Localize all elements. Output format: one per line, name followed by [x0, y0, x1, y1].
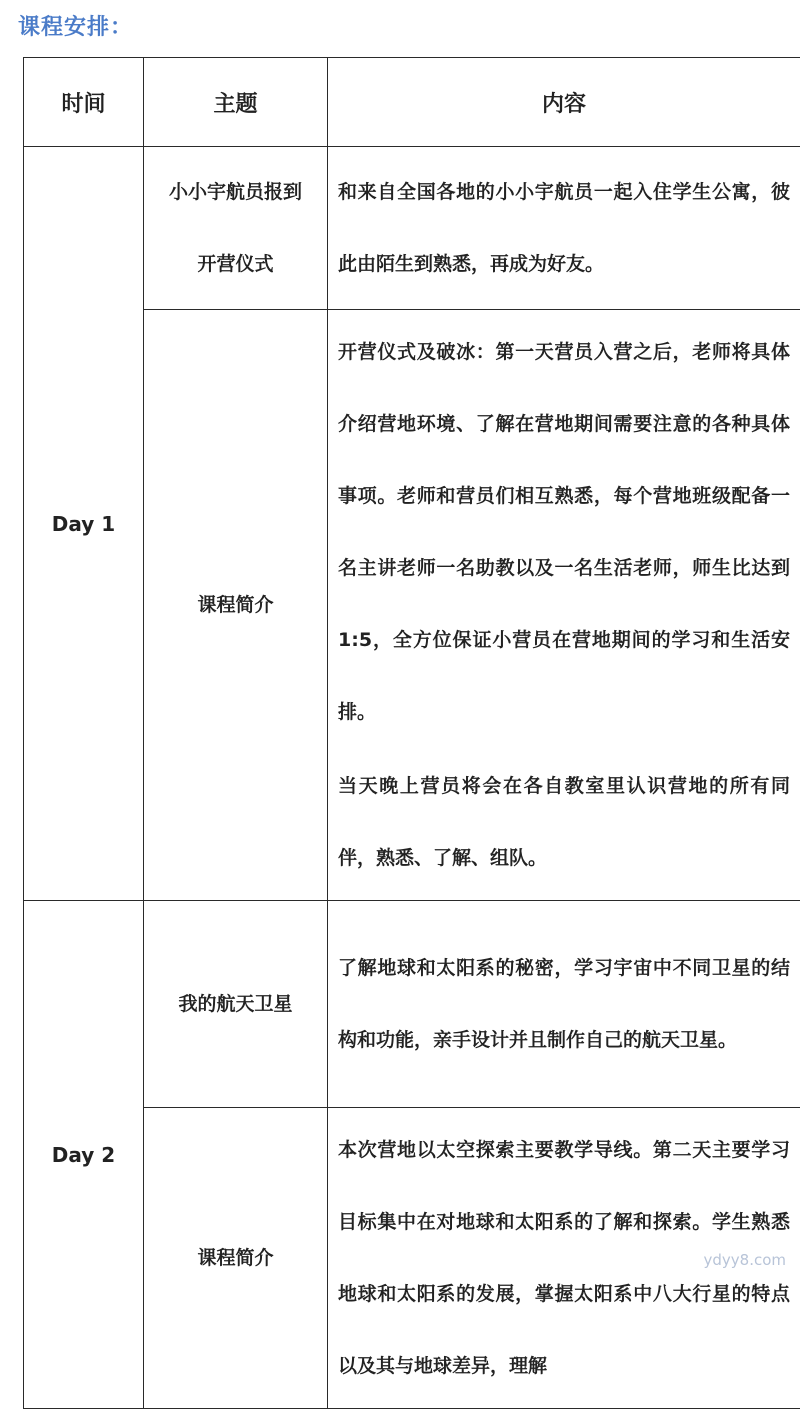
section-heading: 课程安排：: [18, 10, 133, 41]
table-row: [24, 147, 800, 310]
topic-cell: [144, 901, 328, 1108]
content-paragraph: 开营仪式及破冰：第一天营员入营之后，老师将具体介绍营地环境、了解在营地期间需要注意的各种具体事项。老师和营员们相互熟悉，每个营地班级配备一名主讲老师一名助教以及一名生活老师，师生比达到1:5，全方位保证小营员在营地期间的学习和生活安排。: [338, 316, 790, 748]
watermark: ydyy8.com: [704, 1251, 787, 1269]
header-time: 时间: [24, 58, 144, 147]
topic-cell: [144, 1108, 328, 1409]
header-topic: 主题: [144, 58, 328, 147]
day-label: Day 1: [24, 147, 144, 901]
topic-line: 课程简介: [145, 1222, 326, 1294]
topic-cell: [144, 147, 328, 310]
content-cell: [328, 901, 800, 1108]
header-content: 内容: [328, 58, 800, 147]
day-label: Day 2: [24, 901, 144, 1409]
topic-line: 小小宇航员报到: [145, 156, 326, 228]
table-row: [24, 901, 800, 1108]
topic-line: 课程简介: [145, 569, 326, 641]
topic-cell: [144, 310, 328, 901]
content-paragraph: 和来自全国各地的小小宇航员一起入住学生公寓，彼此由陌生到熟悉，再成为好友。: [338, 156, 790, 300]
content-cell: [328, 147, 800, 310]
topic-line: 开营仪式: [145, 228, 326, 300]
content-paragraph: 了解地球和太阳系的秘密，学习宇宙中不同卫星的结构和功能，亲手设计并且制作自己的航天卫星。: [338, 932, 790, 1076]
content-paragraph: 当天晚上营员将会在各自教室里认识营地的所有同伴，熟悉、了解、组队。: [338, 750, 790, 894]
content-paragraph: 本次营地以太空探索主要教学导线。第二天主要学习目标集中在对地球和太阳系的了解和探索。学生熟悉地球和太阳系的发展，掌握太阳系中八大行星的特点以及其与地球差异，理解: [338, 1114, 790, 1402]
topic-line: 我的航天卫星: [145, 968, 326, 1040]
content-cell: [328, 310, 800, 901]
table-header-row: [24, 58, 800, 147]
course-schedule-table: [23, 57, 800, 1409]
